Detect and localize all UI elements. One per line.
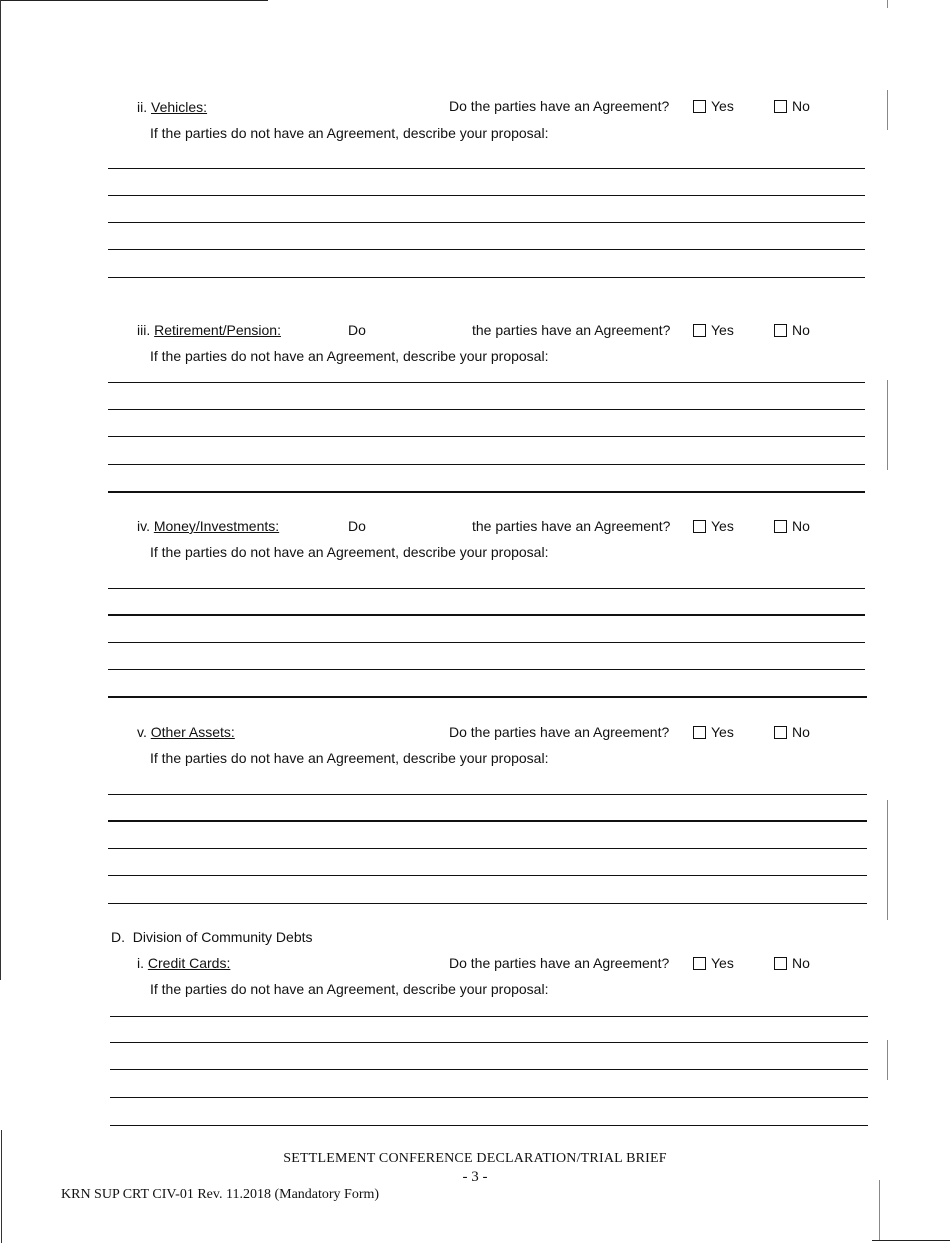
form-id: KRN SUP CRT CIV-01 Rev. 11.2018 (Mandatory Form) <box>61 1187 380 1202</box>
no-option[interactable]: No <box>771 322 810 338</box>
proposal-line[interactable] <box>108 875 867 876</box>
proposal-line[interactable] <box>108 277 865 278</box>
proposal-line[interactable] <box>108 409 865 410</box>
yes-option[interactable]: Yes <box>690 955 734 971</box>
agreement-question: the parties have an Agreement? <box>472 322 671 338</box>
no-checkbox[interactable] <box>774 100 787 113</box>
proposal-line[interactable] <box>110 1125 868 1126</box>
item-money-label: iv. Money/Investments: <box>137 518 280 534</box>
proposal-line[interactable] <box>110 1097 868 1098</box>
scan-edge-left-lower <box>1 1130 2 1243</box>
yes-checkbox[interactable] <box>693 726 706 739</box>
no-option[interactable]: No <box>771 724 810 740</box>
no-checkbox[interactable] <box>774 324 787 337</box>
no-checkbox[interactable] <box>774 520 787 533</box>
do-word: Do <box>348 322 366 338</box>
no-option[interactable]: No <box>771 518 810 534</box>
proposal-line[interactable] <box>108 614 865 616</box>
agreement-question: Do the parties have an Agreement? <box>449 98 670 114</box>
proposal-line[interactable] <box>108 195 865 196</box>
proposal-line[interactable] <box>108 820 867 822</box>
proposal-line[interactable] <box>108 222 865 223</box>
proposal-instruction: If the parties do not have an Agreement, describe your proposal: <box>150 981 549 997</box>
yes-option[interactable]: Yes <box>690 724 734 740</box>
proposal-line[interactable] <box>108 491 865 493</box>
scan-edge-top <box>0 0 268 1</box>
agreement-question: Do the parties have an Agreement? <box>449 724 670 740</box>
proposal-line[interactable] <box>108 669 865 670</box>
proposal-line[interactable] <box>108 588 865 589</box>
proposal-instruction: If the parties do not have an Agreement, describe your proposal: <box>150 348 549 364</box>
scan-edge-bottom <box>872 1240 950 1241</box>
scan-edge-right <box>887 380 888 470</box>
yes-checkbox[interactable] <box>693 324 706 337</box>
scan-edge-right <box>887 0 888 8</box>
proposal-line[interactable] <box>108 249 865 250</box>
proposal-instruction: If the parties do not have an Agreement, describe your proposal: <box>150 750 549 766</box>
proposal-line[interactable] <box>108 436 865 437</box>
proposal-line[interactable] <box>108 696 867 698</box>
scan-edge-right <box>887 90 888 130</box>
proposal-line[interactable] <box>108 794 867 795</box>
proposal-instruction: If the parties do not have an Agreement, describe your proposal: <box>150 125 549 141</box>
yes-checkbox[interactable] <box>693 100 706 113</box>
item-vehicles-label: ii. Vehicles: <box>137 99 208 115</box>
scan-edge-right <box>887 1040 888 1080</box>
page-number: - 3 - <box>462 1169 488 1185</box>
no-option[interactable]: No <box>771 955 810 971</box>
scan-edge-right <box>887 800 888 920</box>
no-checkbox[interactable] <box>774 726 787 739</box>
agreement-question: Do the parties have an Agreement? <box>449 955 670 971</box>
no-checkbox[interactable] <box>774 957 787 970</box>
no-option[interactable]: No <box>771 98 810 114</box>
item-other-assets-label: v. Other Assets: <box>137 724 235 740</box>
yes-checkbox[interactable] <box>693 520 706 533</box>
proposal-line[interactable] <box>108 464 865 465</box>
yes-option[interactable]: Yes <box>690 98 734 114</box>
yes-checkbox[interactable] <box>693 957 706 970</box>
do-word: Do <box>348 518 366 534</box>
section-d-heading: D. Division of Community Debts <box>111 929 313 945</box>
scan-edge-left <box>0 0 1 980</box>
yes-option[interactable]: Yes <box>690 518 734 534</box>
proposal-instruction: If the parties do not have an Agreement, describe your proposal: <box>150 544 549 560</box>
proposal-line[interactable] <box>108 382 865 383</box>
agreement-question: the parties have an Agreement? <box>472 518 671 534</box>
scan-edge-right <box>879 1180 880 1240</box>
proposal-line[interactable] <box>110 1069 868 1070</box>
proposal-line[interactable] <box>110 1042 868 1043</box>
item-credit-cards-label: i. Credit Cards: <box>137 955 231 971</box>
item-retirement-label: iii. Retirement/Pension: <box>137 322 281 338</box>
proposal-line[interactable] <box>108 642 865 643</box>
footer-title: SETTLEMENT CONFERENCE DECLARATION/TRIAL BRIEF <box>283 1151 667 1166</box>
yes-option[interactable]: Yes <box>690 322 734 338</box>
proposal-line[interactable] <box>110 1016 868 1017</box>
proposal-line[interactable] <box>108 168 865 169</box>
proposal-line[interactable] <box>108 903 867 904</box>
proposal-line[interactable] <box>108 848 867 849</box>
